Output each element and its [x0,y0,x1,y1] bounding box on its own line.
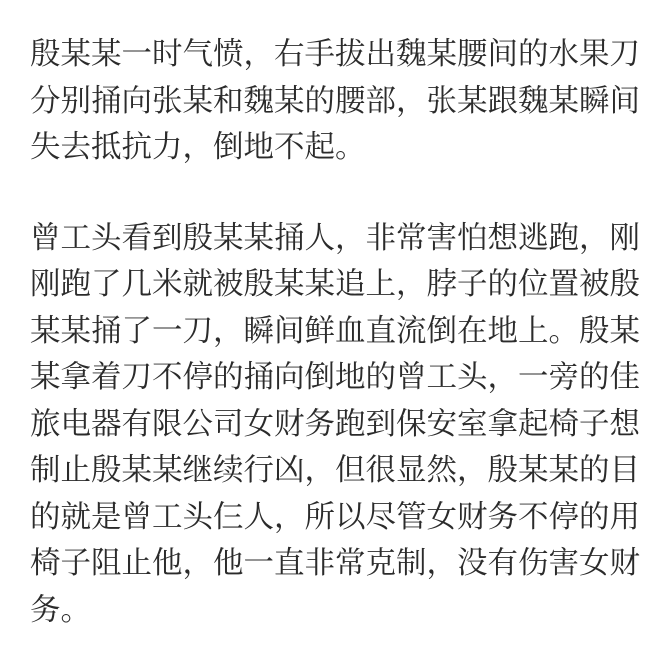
text-line: 制止殷某某继续行凶，但很显然，殷某某的目 [30,453,640,488]
text-line: 旅电器有限公司女财务跑到保安室拿起椅子想 [30,406,640,442]
text-line: 分别捅向张某和魏某的腰部，张某跟魏某瞬间 [30,83,640,119]
text-line: 某拿着刀不停的捅向倒地的曾工头，一旁的佳 [30,360,640,395]
text-line: 椅子阻止他，他一直非常克制，没有伤害女财 [30,546,640,581]
text-line: 殷某某一时气愤，右手拔出魏某腰间的水果刀 [30,37,640,72]
text-line: 刚跑了几米就被殷某某追上，脖子的位置被殷 [30,267,640,302]
paragraph-1 [30,32,642,172]
text-line: 曾工头看到殷某某捅人，非常害怕想逃跑，刚 [30,220,640,256]
paragraph-2 [30,216,642,635]
text-line: 某某捅了一刀，瞬间鲜血直流倒在地上。殷某 [30,313,640,349]
paragraph-spacer [30,172,642,216]
text-line: 务。 [30,592,91,628]
text-line: 的就是曾工头仨人，所以尽管女财务不停的用 [30,499,640,535]
article-body [30,32,642,634]
text-line: 失去抵抗力，倒地不起。 [30,130,366,165]
